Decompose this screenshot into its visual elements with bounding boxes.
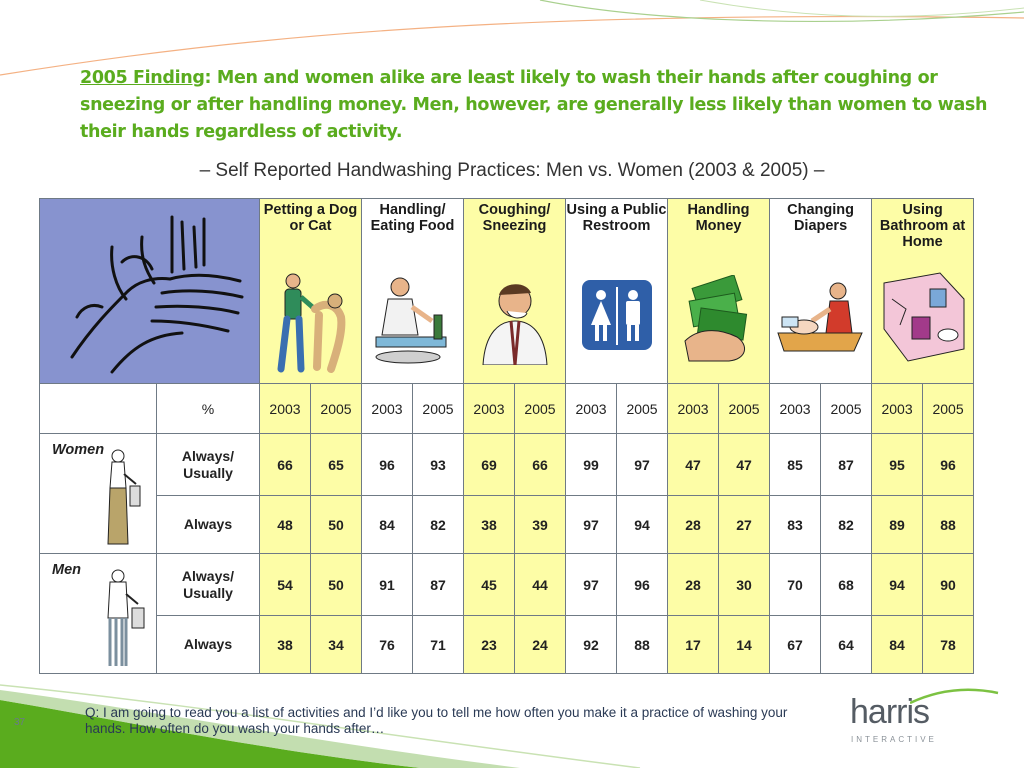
activity-label: Using a Public Restroom bbox=[566, 202, 667, 234]
restroom-sign-icon bbox=[581, 279, 653, 351]
table-row bbox=[40, 434, 974, 496]
value-cell: 50 bbox=[311, 554, 362, 616]
value-cell: 66 bbox=[515, 434, 566, 496]
value-cell: 30 bbox=[719, 554, 770, 616]
value-cell: 97 bbox=[566, 496, 617, 554]
year-header: 2005 bbox=[719, 384, 770, 434]
year-header: 2003 bbox=[770, 384, 821, 434]
year-header: 2003 bbox=[260, 384, 311, 434]
value-cell: 54 bbox=[260, 554, 311, 616]
activity-changing-diapers bbox=[770, 199, 872, 384]
home-bathroom-icon bbox=[878, 269, 968, 364]
finding-statement bbox=[80, 65, 995, 146]
value-cell: 69 bbox=[464, 434, 515, 496]
table-row bbox=[40, 554, 974, 616]
page-subtitle: – Self Reported Handwashing Practices: Men vs. Women (2003 & 2005) – bbox=[199, 160, 825, 181]
group-label-men: Men bbox=[52, 562, 81, 578]
value-cell: 71 bbox=[413, 616, 464, 674]
year-header: 2005 bbox=[821, 384, 872, 434]
value-cell: 44 bbox=[515, 554, 566, 616]
value-cell: 38 bbox=[464, 496, 515, 554]
cook-icon bbox=[368, 275, 458, 370]
value-cell: 68 bbox=[821, 554, 872, 616]
year-header: 2003 bbox=[464, 384, 515, 434]
row-label: Always/ Usually bbox=[157, 554, 260, 616]
value-cell: 45 bbox=[464, 554, 515, 616]
value-cell: 94 bbox=[872, 554, 923, 616]
value-cell: 92 bbox=[566, 616, 617, 674]
value-cell: 94 bbox=[617, 496, 668, 554]
value-cell: 91 bbox=[362, 554, 413, 616]
value-cell: 96 bbox=[617, 554, 668, 616]
activity-label: Handling/ Eating Food bbox=[370, 202, 455, 234]
year-header: 2005 bbox=[311, 384, 362, 434]
value-cell: 84 bbox=[362, 496, 413, 554]
value-cell: 70 bbox=[770, 554, 821, 616]
activity-bathroom-home bbox=[872, 199, 974, 384]
value-cell: 67 bbox=[770, 616, 821, 674]
logo-subtitle: INTERACTIVE bbox=[851, 735, 937, 744]
value-cell: 83 bbox=[770, 496, 821, 554]
value-cell: 97 bbox=[566, 554, 617, 616]
value-cell: 89 bbox=[872, 496, 923, 554]
value-cell: 82 bbox=[821, 496, 872, 554]
dog-owner-icon bbox=[271, 271, 351, 376]
year-header: 2003 bbox=[362, 384, 413, 434]
value-cell: 88 bbox=[923, 496, 974, 554]
value-cell: 28 bbox=[668, 496, 719, 554]
value-cell: 87 bbox=[821, 434, 872, 496]
value-cell: 47 bbox=[719, 434, 770, 496]
activity-handling-money bbox=[668, 199, 770, 384]
logo-wordmark: harris bbox=[850, 693, 930, 731]
value-cell: 48 bbox=[260, 496, 311, 554]
activity-label: Handling Money bbox=[687, 202, 750, 234]
year-header: 2005 bbox=[617, 384, 668, 434]
value-cell: 23 bbox=[464, 616, 515, 674]
value-cell: 14 bbox=[719, 616, 770, 674]
activity-coughing-sneezing bbox=[464, 199, 566, 384]
value-cell: 78 bbox=[923, 616, 974, 674]
activity-petting-dog bbox=[260, 199, 362, 384]
row-label: Always/ Usually bbox=[157, 434, 260, 496]
year-header: 2005 bbox=[413, 384, 464, 434]
blank-corner-cell bbox=[40, 384, 157, 434]
row-label: Always bbox=[157, 616, 260, 674]
value-cell: 93 bbox=[413, 434, 464, 496]
value-cell: 17 bbox=[668, 616, 719, 674]
washing-hands-icon bbox=[52, 207, 252, 377]
activity-header-row bbox=[40, 199, 974, 384]
value-cell: 88 bbox=[617, 616, 668, 674]
handwashing-table bbox=[39, 198, 974, 674]
value-cell: 95 bbox=[872, 434, 923, 496]
value-cell: 96 bbox=[923, 434, 974, 496]
value-cell: 28 bbox=[668, 554, 719, 616]
man-washing-icon bbox=[102, 568, 146, 672]
value-cell: 82 bbox=[413, 496, 464, 554]
table-row bbox=[40, 616, 974, 674]
value-cell: 87 bbox=[413, 554, 464, 616]
value-cell: 38 bbox=[260, 616, 311, 674]
value-cell: 76 bbox=[362, 616, 413, 674]
group-label-women: Women bbox=[52, 442, 105, 458]
woman-washing-icon bbox=[102, 448, 142, 550]
value-cell: 84 bbox=[872, 616, 923, 674]
value-cell: 99 bbox=[566, 434, 617, 496]
activity-handling-food bbox=[362, 199, 464, 384]
percent-label: % bbox=[157, 384, 260, 434]
activity-label: Using Bathroom at Home bbox=[879, 202, 966, 250]
activity-public-restroom bbox=[566, 199, 668, 384]
handwashing-image-cell bbox=[40, 199, 260, 384]
year-header: 2003 bbox=[872, 384, 923, 434]
value-cell: 85 bbox=[770, 434, 821, 496]
value-cell: 27 bbox=[719, 496, 770, 554]
value-cell: 47 bbox=[668, 434, 719, 496]
value-cell: 90 bbox=[923, 554, 974, 616]
year-header: 2003 bbox=[566, 384, 617, 434]
year-header: 2003 bbox=[668, 384, 719, 434]
value-cell: 66 bbox=[260, 434, 311, 496]
year-header-row bbox=[40, 384, 974, 434]
harris-interactive-logo bbox=[850, 693, 940, 743]
table-row bbox=[40, 496, 974, 554]
diaper-change-icon bbox=[776, 281, 866, 356]
sneezing-man-icon bbox=[475, 275, 555, 365]
men-group-cell bbox=[40, 554, 157, 674]
finding-text: : Men and women alike are least likely to wash their hands after coughing or sneezing or after handling money. Men, however, are generally less likely than women to wash their hands regardless of activity. bbox=[80, 68, 988, 142]
value-cell: 97 bbox=[617, 434, 668, 496]
value-cell: 34 bbox=[311, 616, 362, 674]
women-group-cell bbox=[40, 434, 157, 554]
page-number: 37 bbox=[14, 717, 26, 728]
year-header: 2005 bbox=[923, 384, 974, 434]
value-cell: 65 bbox=[311, 434, 362, 496]
year-header: 2005 bbox=[515, 384, 566, 434]
activity-label: Coughing/ Sneezing bbox=[478, 202, 551, 234]
row-label: Always bbox=[157, 496, 260, 554]
value-cell: 50 bbox=[311, 496, 362, 554]
money-in-hand-icon bbox=[679, 275, 759, 365]
value-cell: 39 bbox=[515, 496, 566, 554]
survey-question-footnote: Q: I am going to read you a list of activities and I’d like you to tell me how often you make it a practice of washing your hands. How often do you wash your hands after… bbox=[85, 705, 788, 736]
value-cell: 64 bbox=[821, 616, 872, 674]
value-cell: 96 bbox=[362, 434, 413, 496]
activity-label: Changing Diapers bbox=[787, 202, 854, 234]
finding-label: 2005 Finding bbox=[80, 68, 205, 88]
value-cell: 24 bbox=[515, 616, 566, 674]
activity-label: Petting a Dog or Cat bbox=[263, 202, 358, 234]
